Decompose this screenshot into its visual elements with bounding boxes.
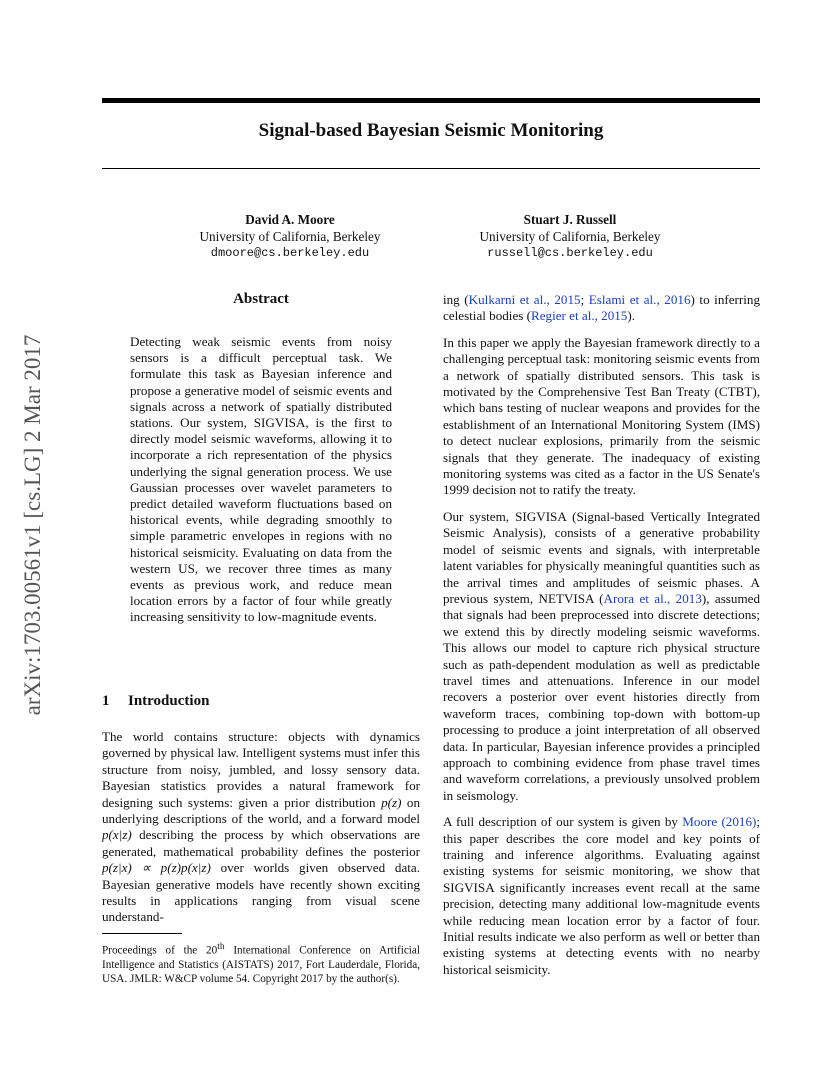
introduction-paragraph [102, 729, 420, 936]
arxiv-identifier: arXiv:1703.00561v1 [cs.LG] 2 Mar 2017 [20, 334, 45, 716]
paragraph: In this paper we apply the Bayesian framework directly to a challenging perceptual task: monitoring seismic events from a network of spatially distributed sensors. This task is motivated by the Comprehensive Test Ban Treaty (CTBT), which bans testing of nuclear weapons and provides for the establishment of an International Monitoring System (IMS) to detect nuclear explosions, primarily from the seismic signals that they generate. The inadequacy of existing monitoring systems was cited as a factor in the US Senate's 1999 decision not to ratify the treaty. [443, 334, 760, 498]
math-inline: p(z) [381, 794, 402, 810]
arxiv-sidebar [18, 290, 48, 760]
citation-link[interactable]: Arora et al., 2013 [603, 590, 702, 606]
proceedings-footnote: Proceedings of the 20th International Conference on Artificial Intelligence and Statistics (AISTATS) 2017, Fort Lauderdale, Florida, USA. JMLR: W&CP volume 54. Copyright 2017 by the author(s). [102, 942, 420, 985]
abstract-text: Detecting weak seismic events from noisy sensors is a difficult perceptual task. We formulate this task as Bayesian inference and propose a generative model of seismic events and signals across a network of spatially distributed stations. Our system, SIGVISA, is the first to directly model seismic waveforms, allowing it to incorporate a rich representation of the physics underlying the signal generation process. We use Gaussian processes over wavelet parameters to predict detailed waveform fluctuations based on historical events, while degrading smoothly to simple parametric envelopes in regions with no historical seismicity. Evaluating on data from the western US, we recover three times as many events as previous work, and reduce mean location errors by a factor of four while greatly increasing sensitivity to low-magnitude events. [130, 334, 392, 625]
author-affiliation: University of California, Berkeley [479, 228, 661, 244]
author-email: russell@cs.berkeley.edu [487, 246, 653, 260]
math-inline: p(z|x) ∝ p(z)p(x|z) [102, 860, 211, 876]
footnote-rule [102, 933, 182, 934]
section-number: 1 [102, 693, 110, 709]
author-email: dmoore@cs.berkeley.edu [210, 246, 370, 260]
citation-link[interactable]: Moore (2016) [682, 814, 757, 830]
section-heading-introduction [102, 693, 209, 710]
citation-link[interactable]: Eslami et al., 2016 [588, 292, 691, 307]
author-affiliation: University of California, Berkeley [199, 228, 381, 244]
author-block-1 [160, 212, 420, 262]
paragraph: The world contains structure: objects with dynamics governed by physical law. Intelligent systems must infer this structure from noisy, jumbled, and lossy sensory data. Bayesian statistics provides a natural framework for designing such systems: given a prior distribution p(z) on underlying descriptions of the world, and a forward model p(x|z) describing the process by which observations are generated, mathematical probability defines the posterior p(z|x) ∝ p(z)p(x|z) over worlds given observed data. Bayesian generative models have recently shown exciting results in applications ranging from visual scene understand- [102, 729, 421, 925]
paragraph: A full description of our system is given by Moore (2016); this paper describes the core model and key points of training and inference algorithms. Evaluating against existing systems for seismic monitoring, we show that SIGVISA significantly increases event recall at the same precision, detecting many additional low-magnitude events while reducing mean location error by a factor of four. Initial results indicate we also perform as well or better than existing systems at detecting events with no nearby historical seismicity. [443, 814, 761, 977]
paragraph: ing (Kulkarni et al., 2015; Eslami et al., 2016) to inferring celestial bodies (Regier et al., 2015). [443, 292, 760, 324]
abstract-heading: Abstract [233, 291, 289, 307]
citation-link[interactable]: Regier et al., 2015 [531, 308, 628, 324]
math-inline: p(x|z) [102, 827, 132, 843]
paragraph: Our system, SIGVISA (Signal-based Vertically Integrated Seismic Analysis), consists of a generative probability model of seismic events and signals, with interpretable latent variables for physically meaningful quantities such as the arrival times and amplitudes of seismic phases. A previous system, NETVISA (Arora et al., 2013), assumed that signals had been preprocessed into discrete detections; we extend this by directly modeling seismic waveforms. This allows our model to capture rich physical structure such as path-dependent modulation as well as predictable travel times and attenuations. Inference in our model recovers a posterior over event histories directly from waveform traces, combining top-down with bottom-up processing to produce a joint interpretation of all observed data. In particular, Bayesian inference provides a principled approach to combining evidence from phase travel times and waveform correlations, a previously unsolved problem in seismology. [443, 508, 760, 803]
author-block-2 [440, 212, 700, 262]
title-rule-top [102, 98, 760, 103]
right-column [443, 292, 760, 988]
author-name: Stuart J. Russell [523, 212, 617, 227]
title-rule-bottom [102, 168, 760, 169]
paper-title: Signal-based Bayesian Seismic Monitoring [258, 120, 604, 141]
section-title: Introduction [128, 693, 210, 709]
author-name: David A. Moore [245, 212, 335, 227]
citation-link[interactable]: Kulkarni et al., 2015 [468, 292, 581, 307]
